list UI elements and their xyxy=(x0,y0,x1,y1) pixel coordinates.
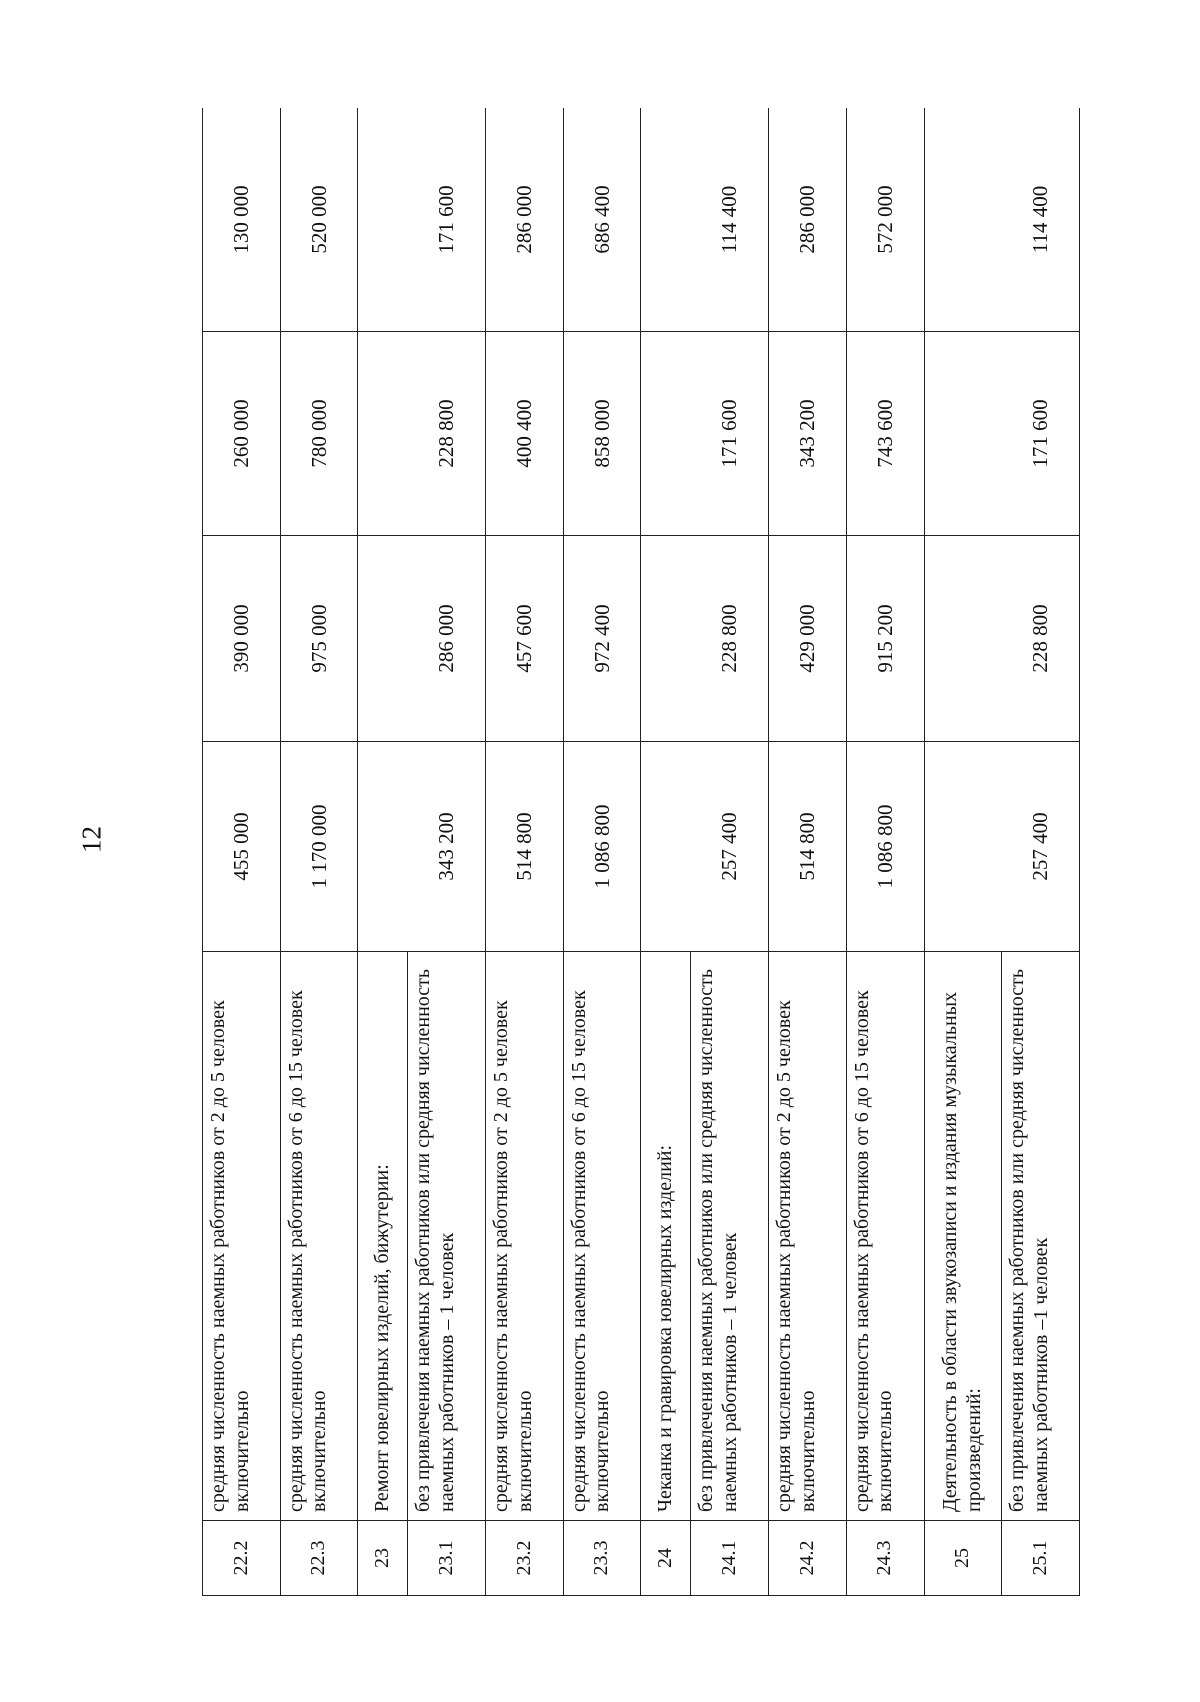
value-cell-col4 xyxy=(641,108,691,332)
value-cell-col2: 429 000 xyxy=(769,536,847,742)
value-cell-col2 xyxy=(358,536,408,742)
value-cell-col3: 780 000 xyxy=(280,332,358,536)
row-number-cell: 24.3 xyxy=(846,1521,924,1596)
description-cell: без привлечения наемных работников или средняя численность наемных работников – 1 человек xyxy=(408,952,486,1521)
table-body xyxy=(203,108,1080,1596)
table-row xyxy=(769,108,847,1596)
value-cell-col1: 343 200 xyxy=(408,742,486,952)
value-cell-col2: 228 800 xyxy=(691,536,769,742)
table-row xyxy=(641,108,691,1596)
value-cell-col1: 514 800 xyxy=(769,742,847,952)
table-row xyxy=(1002,108,1080,1596)
row-number-cell: 24.2 xyxy=(769,1521,847,1596)
value-cell-col4: 520 000 xyxy=(280,108,358,332)
value-cell-col2: 457 600 xyxy=(486,536,564,742)
value-cell-col4: 171 600 xyxy=(408,108,486,332)
value-cell-col3: 260 000 xyxy=(203,332,281,536)
value-cell-col4: 572 000 xyxy=(846,108,924,332)
value-cell-col4 xyxy=(358,108,408,332)
value-cell-col3: 858 000 xyxy=(563,332,641,536)
value-cell-col4: 114 400 xyxy=(1002,108,1080,332)
value-cell-col2: 228 800 xyxy=(1002,536,1080,742)
value-cell-col4 xyxy=(924,108,1002,332)
rotated-table-container xyxy=(202,108,1080,1596)
value-cell-col4: 114 400 xyxy=(691,108,769,332)
row-number-cell: 25 xyxy=(924,1521,1002,1596)
row-number-cell: 22.3 xyxy=(280,1521,358,1596)
page-number: 12 xyxy=(76,826,107,853)
description-cell: средняя численность наемных работников от 2 до 5 человек включительно xyxy=(203,952,281,1521)
value-cell-col4: 130 000 xyxy=(203,108,281,332)
value-cell-col3 xyxy=(641,332,691,536)
value-cell-col4: 286 000 xyxy=(769,108,847,332)
description-cell: средняя численность наемных работников от 6 до 15 человек включительно xyxy=(846,952,924,1521)
row-number-cell: 23.3 xyxy=(563,1521,641,1596)
value-cell-col3 xyxy=(924,332,1002,536)
value-cell-col1: 1 086 800 xyxy=(846,742,924,952)
value-cell-col3: 171 600 xyxy=(1002,332,1080,536)
table-row xyxy=(203,108,281,1596)
value-cell-col2: 286 000 xyxy=(408,536,486,742)
table-row xyxy=(408,108,486,1596)
value-cell-col1: 257 400 xyxy=(1002,742,1080,952)
description-cell: средняя численность наемных работников от 6 до 15 человек включительно xyxy=(563,952,641,1521)
value-cell-col3: 171 600 xyxy=(691,332,769,536)
table-row xyxy=(924,108,1002,1596)
value-cell-col2: 915 200 xyxy=(846,536,924,742)
value-cell-col3: 743 600 xyxy=(846,332,924,536)
table-row xyxy=(691,108,769,1596)
value-cell-col4: 686 400 xyxy=(563,108,641,332)
section-heading-cell: Ремонт ювелирных изделий, бижутерии: xyxy=(358,952,408,1521)
row-number-cell: 24 xyxy=(641,1521,691,1596)
table-row xyxy=(358,108,408,1596)
value-cell-col1 xyxy=(924,742,1002,952)
value-cell-col2: 390 000 xyxy=(203,536,281,742)
value-cell-col3: 343 200 xyxy=(769,332,847,536)
value-cell-col3 xyxy=(358,332,408,536)
description-cell: без привлечения наемных работников или средняя численность наемных работников – 1 человек xyxy=(691,952,769,1521)
row-number-cell: 23.1 xyxy=(408,1521,486,1596)
section-heading-cell: Деятельность в области звукозаписи и издания музыкальных произведений: xyxy=(924,952,1002,1521)
table-row xyxy=(563,108,641,1596)
row-number-cell: 25.1 xyxy=(1002,1521,1080,1596)
value-cell-col1: 514 800 xyxy=(486,742,564,952)
row-number-cell: 23 xyxy=(358,1521,408,1596)
table-row xyxy=(846,108,924,1596)
section-heading-cell: Чеканка и гравировка ювелирных изделий: xyxy=(641,952,691,1521)
description-cell: средняя численность наемных работников от 2 до 5 человек включительно xyxy=(769,952,847,1521)
tax-rate-table xyxy=(202,108,1080,1596)
value-cell-col1 xyxy=(358,742,408,952)
description-cell: средняя численность наемных работников от 2 до 5 человек включительно xyxy=(486,952,564,1521)
value-cell-col2: 972 400 xyxy=(563,536,641,742)
value-cell-col1 xyxy=(641,742,691,952)
row-number-cell: 22.2 xyxy=(203,1521,281,1596)
table-row xyxy=(280,108,358,1596)
description-cell: средняя численность наемных работников от 6 до 15 человек включительно xyxy=(280,952,358,1521)
row-number-cell: 24.1 xyxy=(691,1521,769,1596)
table-row xyxy=(486,108,564,1596)
value-cell-col1: 1 170 000 xyxy=(280,742,358,952)
value-cell-col4: 286 000 xyxy=(486,108,564,332)
value-cell-col3: 400 400 xyxy=(486,332,564,536)
value-cell-col2 xyxy=(641,536,691,742)
value-cell-col1: 1 086 800 xyxy=(563,742,641,952)
value-cell-col3: 228 800 xyxy=(408,332,486,536)
value-cell-col1: 257 400 xyxy=(691,742,769,952)
value-cell-col1: 455 000 xyxy=(203,742,281,952)
description-cell: без привлечения наемных работников или средняя численность наемных работников –1 человек xyxy=(1002,952,1080,1521)
value-cell-col2: 975 000 xyxy=(280,536,358,742)
rotated-table-frame xyxy=(202,108,1080,1596)
value-cell-col2 xyxy=(924,536,1002,742)
row-number-cell: 23.2 xyxy=(486,1521,564,1596)
